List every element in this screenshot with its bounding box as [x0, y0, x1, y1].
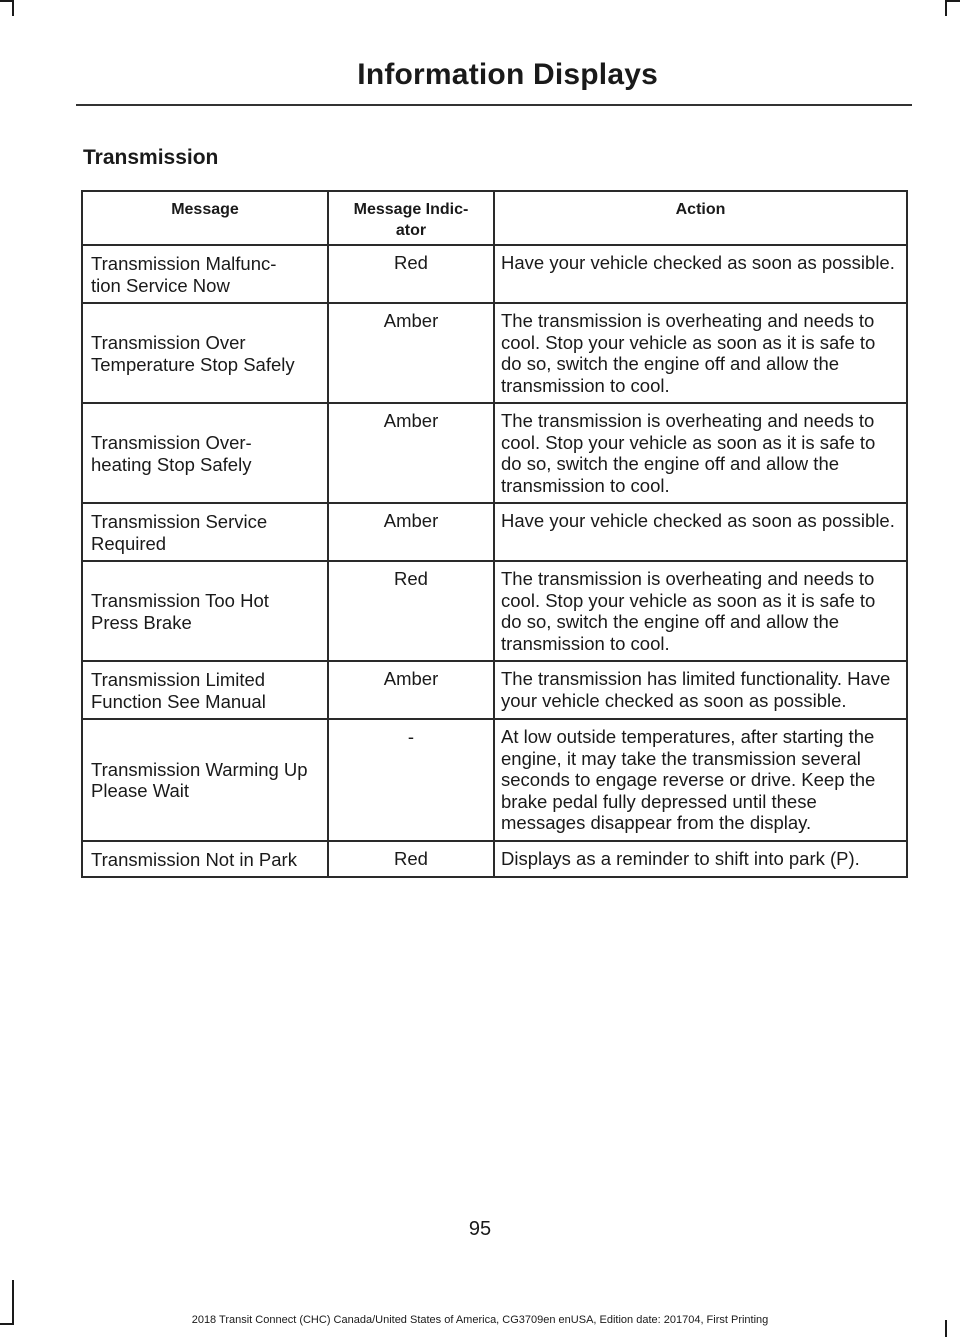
column-header-indicator-label: Message Indic- ator: [353, 201, 469, 239]
table-row: [82, 503, 907, 561]
action-cell: The transmission has limited functionality. Have your vehicle checked as soon as possible.: [494, 661, 907, 719]
table-row: [82, 303, 907, 403]
message-cell: Transmission Over- heating Stop Safely: [82, 403, 328, 503]
table-row: [82, 561, 907, 661]
message-cell: Transmission Warming Up Please Wait: [82, 719, 328, 841]
message-cell: Transmission Not in Park: [82, 841, 328, 878]
table-row: [82, 403, 907, 503]
indicator-cell: Red: [328, 841, 494, 878]
action-cell: The transmission is overheating and needs to cool. Stop your vehicle as soon as it is safe to do so, switch the engine off and allow the transmission to cool.: [494, 403, 907, 503]
section-title: Transmission: [83, 146, 219, 169]
message-cell: Transmission Over Temperature Stop Safely: [82, 303, 328, 403]
action-cell: Have your vehicle checked as soon as possible.: [494, 503, 907, 561]
table-row: [82, 841, 907, 878]
message-cell: Transmission Too Hot Press Brake: [82, 561, 328, 661]
action-cell: Displays as a reminder to shift into park (P).: [494, 841, 907, 878]
message-cell: Transmission Service Required: [82, 503, 328, 561]
crop-mark: [946, 0, 960, 2]
message-cell: Transmission Limited Function See Manual: [82, 661, 328, 719]
action-cell: The transmission is overheating and needs to cool. Stop your vehicle as soon as it is safe to do so, switch the engine off and allow the transmission to cool.: [494, 303, 907, 403]
table-row: [82, 661, 907, 719]
table-header-row: [82, 191, 907, 245]
page-number: 95: [468, 1218, 492, 1240]
indicator-cell: -: [328, 719, 494, 841]
indicator-cell: Red: [328, 245, 494, 303]
indicator-cell: Amber: [328, 661, 494, 719]
action-cell: At low outside temperatures, after starting the engine, it may take the transmission several seconds to engage reverse or drive. Keep the brake pedal fully depressed until these messages disappear from the display.: [494, 719, 907, 841]
action-cell: Have your vehicle checked as soon as possible.: [494, 245, 907, 303]
indicator-cell: Amber: [328, 303, 494, 403]
column-header-action: Action: [494, 191, 907, 245]
indicator-cell: Amber: [328, 503, 494, 561]
table-row: [82, 245, 907, 303]
footer-edition-info: 2018 Transit Connect (CHC) Canada/United States of America, CG3709en enUSA, Edition date: 201704, First Printing: [191, 1314, 769, 1326]
action-cell: The transmission is overheating and needs to cool. Stop your vehicle as soon as it is safe to do so, switch the engine off and allow the transmission to cool.: [494, 561, 907, 661]
indicator-cell: Amber: [328, 403, 494, 503]
page-title: Information Displays: [357, 58, 658, 91]
indicator-cell: Red: [328, 561, 494, 661]
message-cell: Transmission Malfunc- tion Service Now: [82, 245, 328, 303]
header-divider: [76, 104, 912, 106]
message-table: [81, 190, 908, 878]
column-header-indicator: [328, 191, 494, 245]
column-header-message: Message: [82, 191, 328, 245]
table-row: [82, 719, 907, 841]
crop-mark: [12, 0, 14, 16]
crop-mark: [945, 0, 947, 16]
